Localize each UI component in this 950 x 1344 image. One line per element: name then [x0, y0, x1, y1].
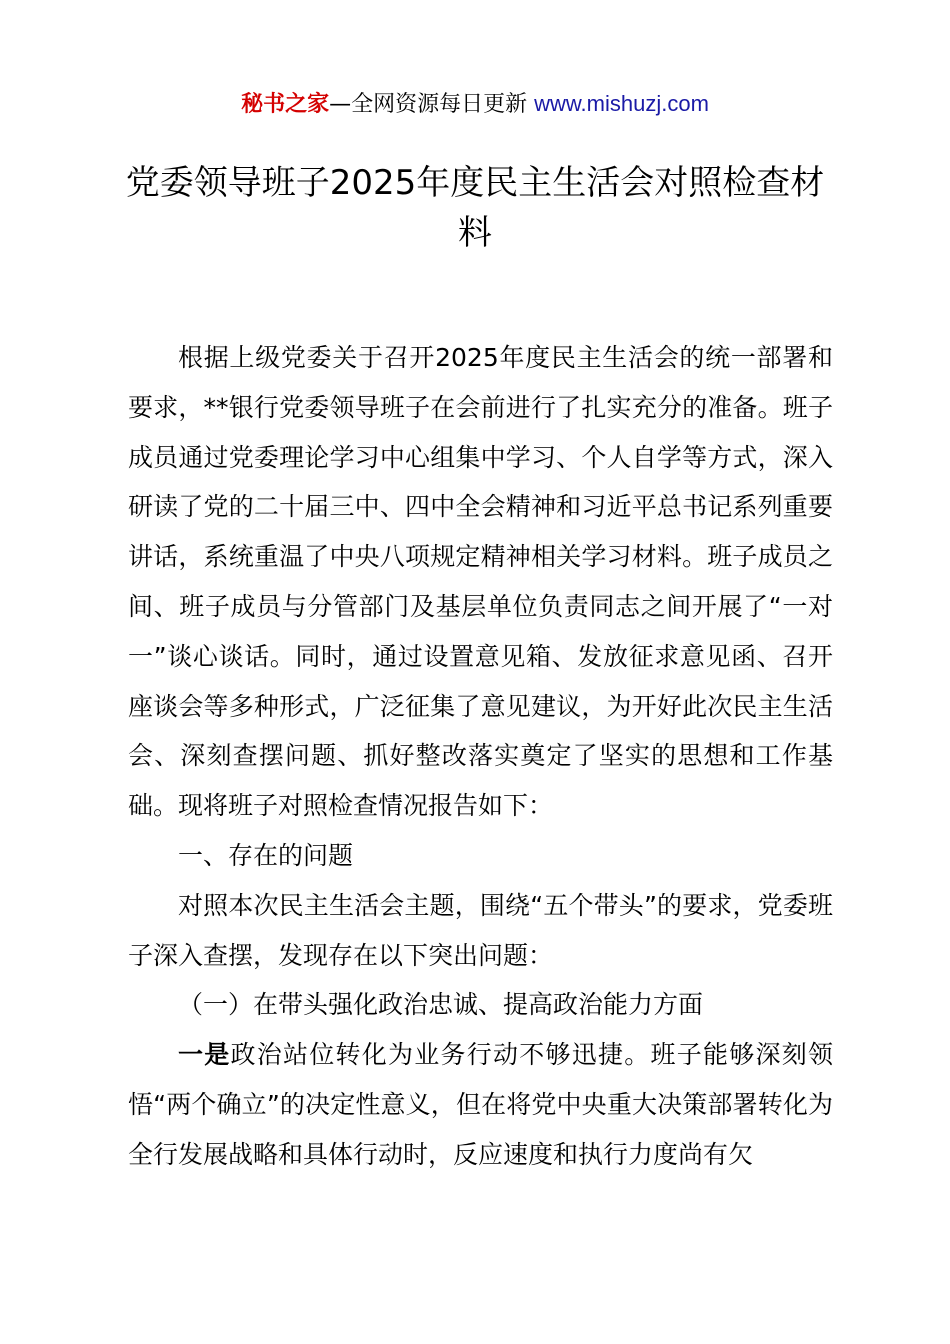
point-one-text: 政治站位转化为业务行动不够迅捷。班子能够深刻领悟“两个确立”的决定性意义，但在将党中央重大决策部署转化为全行发展战略和具体行动时，反应速度和执行力度尚有欠 — [128, 1040, 833, 1169]
intro-paragraph: 根据上级党委关于召开2025年度民主生活会的统一部署和要求，**银行党委领导班子在会前进行了扎实充分的准备。班子成员通过党委理论学习中心组集中学习、个人自学等方式，深入研读了党的二十届三中、四中全会精神和习近平总书记系列重要讲话，系统重温了中央八项规定精神相关学习材料。班子成员之间、班子成员与分管部门及基层单位负责同志之间开展了“一对一”谈心谈话。同时，通过设置意见箱、发放征求意见函、召开座谈会等多种形式，广泛征集了意见建议，为开好此次民主生活会、深刻查摆问题、抓好整改落实奠定了坚实的思想和工作基础。现将班子对照检查情况报告如下： — [128, 343, 833, 821]
problems-intro-paragraph: 对照本次民主生活会主题，围绕“五个带头”的要求，党委班子深入查摆，发现存在以下突出问题： — [128, 890, 833, 970]
site-brand: 秘书之家 — [241, 92, 330, 117]
point-one-lead: 一是 — [178, 1040, 231, 1070]
site-tagline: —全网资源每日更新 — [329, 92, 528, 117]
document-body — [128, 333, 833, 1180]
section-heading-problems: 一、存在的问题 — [178, 840, 354, 870]
document-title: 党委领导班子2025年度民主生活会对照检查材料 — [125, 163, 825, 253]
subsection-heading-political: （一）在带头强化政治忠诚、提高政治能力方面 — [178, 990, 704, 1020]
point-one-paragraph — [128, 1030, 833, 1179]
site-url-link[interactable]: www.mishuzj.com — [534, 91, 709, 116]
site-header — [0, 88, 950, 121]
